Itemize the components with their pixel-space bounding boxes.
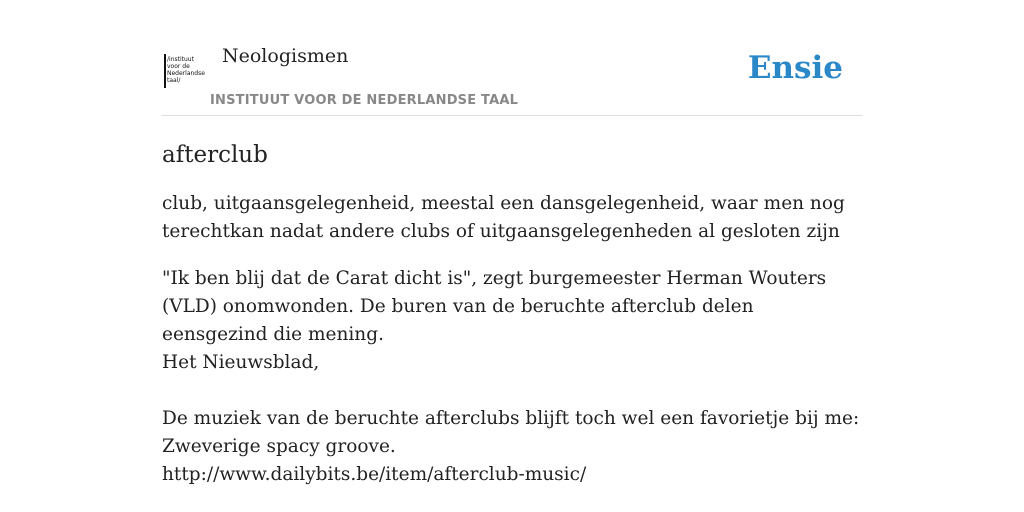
definition: club, uitgaansgelegenheid, meestal een dansgelegenheid, waar men nog terechtkan nadat andere clubs of uitgaansgelegenheden al gesloten zijn bbox=[162, 193, 845, 242]
example-quotes: "Ik ben blij dat de Carat dicht is", zegt burgemeester Herman Wouters (VLD) onomwonden. De buren van de beruchte afterclub delen eensgezind die mening. Het Nieuwsblad, De muziek van de beruchte afterclubs blijft toch wel een favorietje bij me: Zweverige spacy groove. http://www.dailybits.be/item/afterclub-music/ bbox=[162, 268, 860, 485]
brand-logo[interactable]: Ensie bbox=[747, 50, 843, 86]
source-name[interactable]: Neologismen bbox=[222, 45, 349, 67]
headword: afterclub bbox=[162, 142, 268, 168]
header-divider bbox=[162, 115, 862, 116]
logo-stripe bbox=[164, 54, 166, 88]
entry bbox=[162, 140, 862, 489]
ivdnt-logo[interactable] bbox=[164, 54, 208, 90]
org-name: INSTITUUT VOOR DE NEDERLANDSE TAAL bbox=[210, 93, 519, 108]
logo-text: /instituut voor de Nederlandse taal/ bbox=[167, 56, 205, 84]
